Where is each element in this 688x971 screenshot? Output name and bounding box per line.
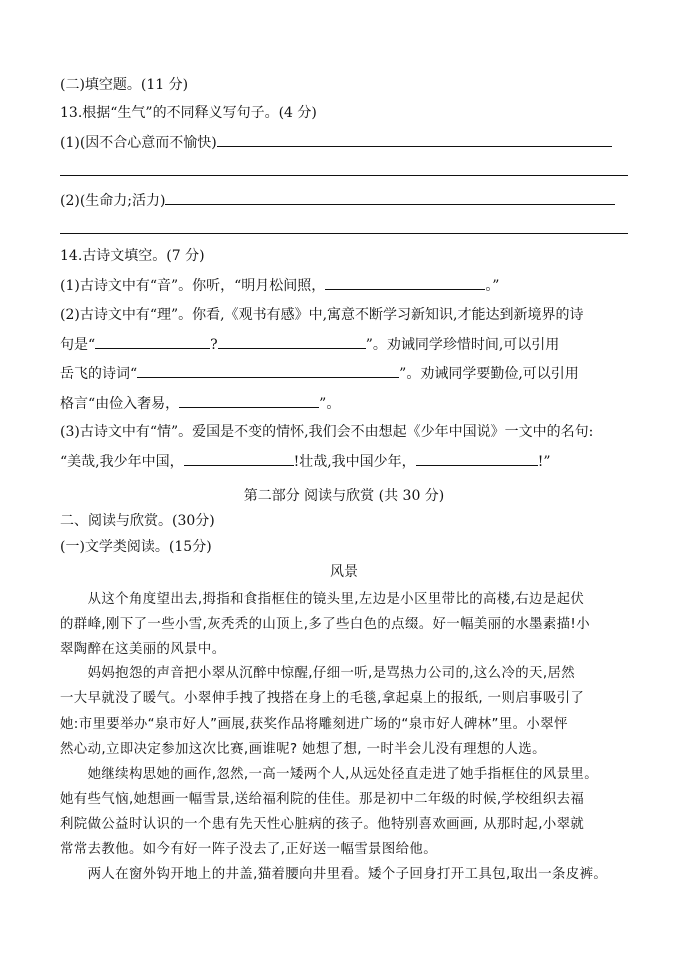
q14-line-2: (2)古诗文中有“理”。你看,《观书有感》中,寓意不断学习新知识,才能达到新境界的诗 bbox=[60, 307, 584, 323]
story-line: 常常去教他。如今有好一阵子没去了,正好送一幅雪景图给他。 bbox=[60, 842, 438, 857]
q14-l7-end: !” bbox=[537, 454, 551, 470]
q14-l3-end: ”。劝诫同学珍惜时间,可以引用 bbox=[365, 337, 560, 353]
q14-l1-text: (1)古诗文中有“音”。你听，“明月松间照， bbox=[60, 278, 326, 294]
q14-l3-start: 句是“ bbox=[60, 337, 96, 353]
q14-blank-6[interactable] bbox=[184, 451, 294, 466]
q14-blank-4[interactable] bbox=[137, 363, 399, 378]
q13-item1-label: (1)(因不合心意而不愉快) bbox=[60, 135, 217, 151]
story-title: 风景 bbox=[330, 564, 358, 580]
literary-reading-heading: (一)文学类阅读。(15分) bbox=[60, 539, 212, 555]
q13-answer-blank-1a[interactable] bbox=[217, 132, 612, 147]
q14-line-3 bbox=[60, 334, 632, 355]
question-14-prompt: 14.古诗文填空。(7 分) bbox=[60, 248, 205, 264]
q14-l4-end: ”。劝诫同学要勤俭,可以引用 bbox=[399, 366, 579, 382]
q14-line-1 bbox=[60, 275, 632, 296]
q14-l5-end: ”。 bbox=[319, 396, 341, 412]
story-line: 然心动,立即决定参加这次比赛,画谁呢? 她想了想, 一时半会儿没有理想的人选。 bbox=[60, 742, 546, 757]
q14-l7-start: “美哉,我少年中国， bbox=[60, 454, 184, 470]
story-line: 翠陶醉在这美丽的风景中。 bbox=[60, 642, 226, 657]
story-line: 一大早就没了暖气。小翠伸手拽了拽搭在身上的毛毯,拿起桌上的报纸, 一则启事吸引了 bbox=[60, 691, 585, 706]
story-line: 她继续构思她的画作,忽然,一高一矮两个人,从远处径直走进了她手指框住的风景里。 bbox=[60, 767, 599, 782]
q14-blank-2[interactable] bbox=[95, 334, 210, 349]
story-line: 两人在窗外钩开地上的井盖,猫着腰向井里看。矮个子回身打开工具包,取出一条皮裤。 bbox=[60, 867, 608, 882]
q14-l1-end: 。” bbox=[485, 278, 500, 294]
q14-line-5 bbox=[60, 393, 632, 414]
q14-blank-1[interactable] bbox=[325, 275, 485, 290]
story-line: 她:市里要举办“泉市好人”画展,获奖作品将雕刻进广场的“泉市好人碑林”里。小翠怦 bbox=[60, 717, 568, 732]
q14-line-4 bbox=[60, 363, 632, 384]
q14-line-6: (3)古诗文中有“情”。爱国是不变的情怀,我们会不由想起《少年中国说》一文中的名句: bbox=[60, 424, 594, 440]
q14-l3-mid: ? bbox=[210, 337, 218, 353]
q14-line-7 bbox=[60, 451, 632, 472]
question-13-prompt: 13.根据“生气”的不同释义写句子。(4 分) bbox=[60, 105, 317, 121]
story-line: 从这个角度望出去,拇指和食指框住的镜头里,左边是小区里带比的高楼,右边是起伏 bbox=[60, 592, 585, 607]
story-line: 她有些气恼,她想画一幅雪景,送给福利院的佳佳。那是初中二年级的时候,学校组织去福 bbox=[60, 792, 585, 807]
question-13-item-2 bbox=[60, 190, 632, 211]
q13-answer-line-1b[interactable] bbox=[60, 175, 628, 176]
q14-l5-start: 格言“由俭入奢易， bbox=[60, 396, 180, 412]
q14-blank-5[interactable] bbox=[179, 393, 319, 408]
q13-answer-blank-2a[interactable] bbox=[165, 190, 615, 205]
story-line: 利院做公益时认识的一个患有先天性心脏病的孩子。他特别喜欢画画, 从那时起,小翠就 bbox=[60, 817, 585, 832]
reading-section-heading: 二、阅读与欣赏。(30分) bbox=[60, 513, 215, 529]
question-13-item-1 bbox=[60, 132, 632, 153]
section-heading: (二)填空题。(11 分) bbox=[60, 77, 189, 93]
q14-l7-mid: !壮哉,我中国少年， bbox=[293, 454, 416, 470]
story-line: 妈妈抱怨的声音把小翠从沉醉中惊醒,仔细一听,是骂热力公司的,这么冷的天,居然 bbox=[60, 666, 576, 681]
q14-l4-start: 岳飞的诗词“ bbox=[60, 366, 138, 382]
q13-item2-label: (2)(生命力;活力) bbox=[60, 193, 166, 209]
q14-blank-3[interactable] bbox=[218, 334, 366, 349]
q14-blank-7[interactable] bbox=[416, 451, 538, 466]
q13-answer-line-2b[interactable] bbox=[60, 233, 628, 234]
story-line: 的群峰,刚下了一些小雪,灰秃秃的山顶上,多了些白色的点缀。好一幅美丽的水墨素描!小 bbox=[60, 617, 590, 632]
part-2-title: 第二部分 阅读与欣赏 (共 30 分) bbox=[243, 488, 445, 504]
